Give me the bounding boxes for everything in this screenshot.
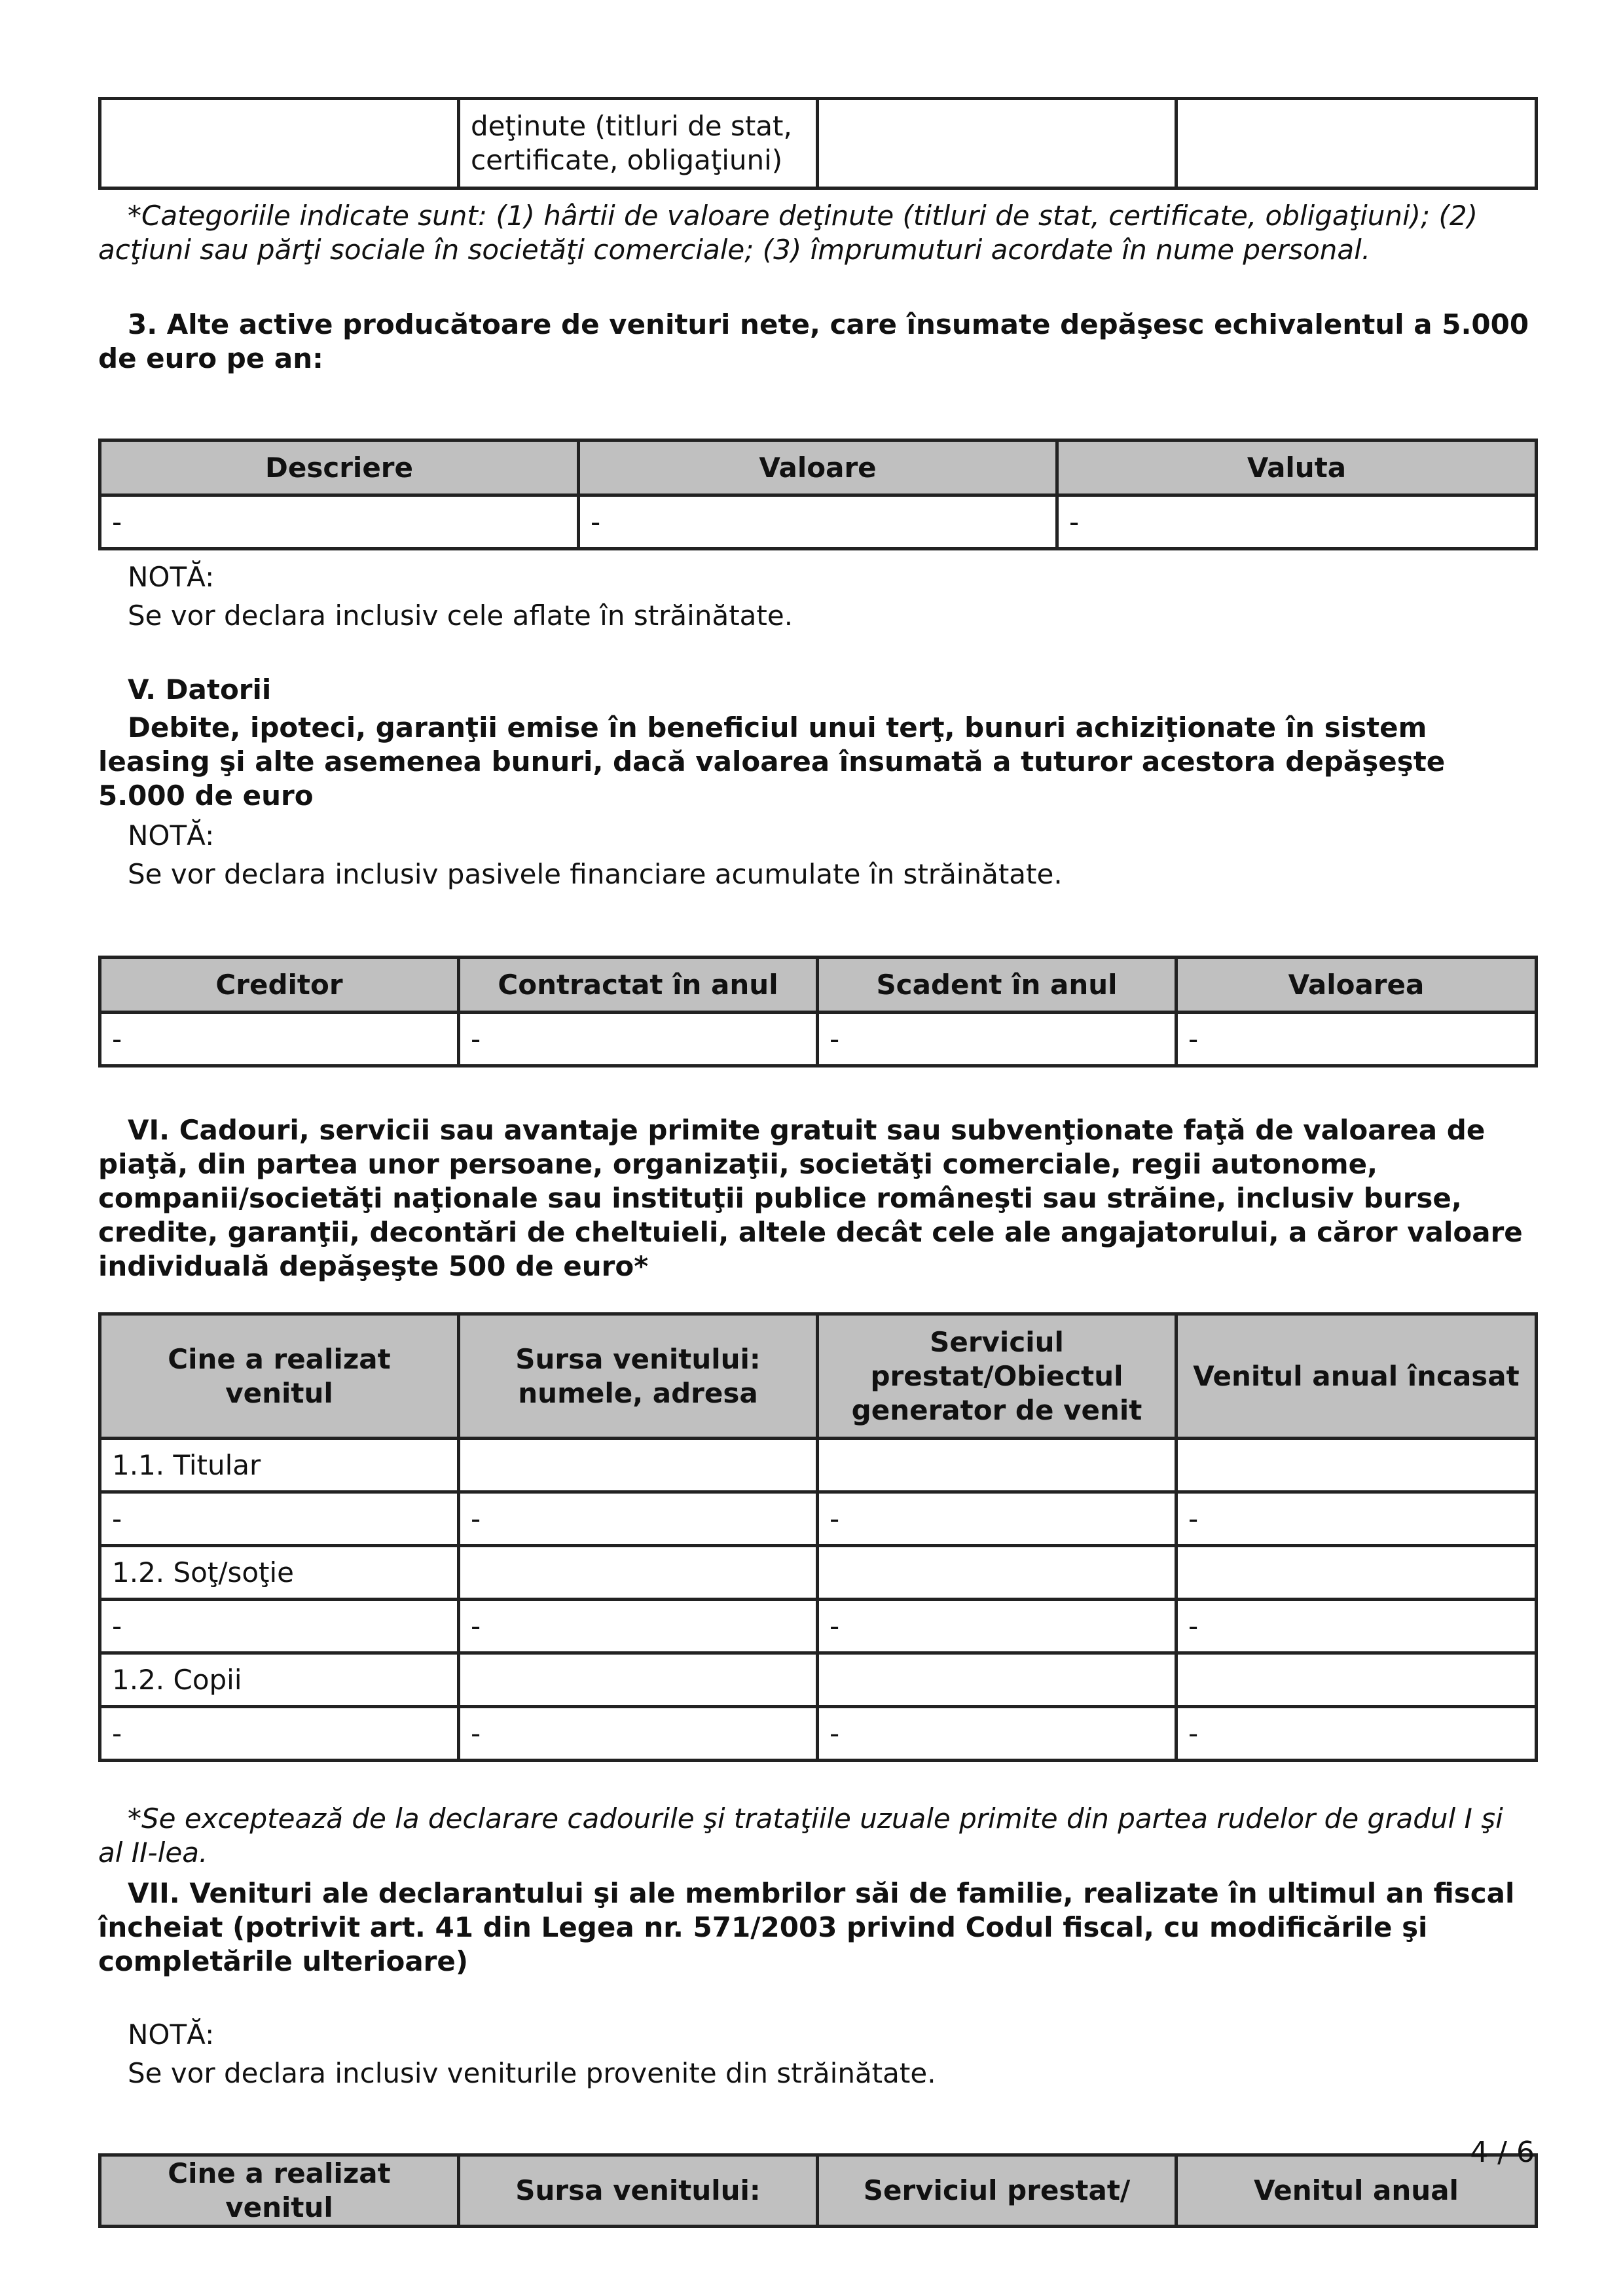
column-header-cine: Cine a realizat venitul [100, 2155, 459, 2227]
table-cell [1176, 1439, 1537, 1492]
column-header-scadent: Scadent în anul [818, 958, 1176, 1013]
table-cell: - [818, 1600, 1176, 1653]
table-cell: - [459, 1707, 818, 1761]
column-header-venitul: Venitul anual [1176, 2155, 1537, 2227]
column-header-valoare: Valoare [579, 440, 1057, 495]
section5-table-block [98, 956, 1535, 1067]
table-row [100, 1439, 1537, 1492]
table-row [100, 495, 1537, 549]
table-cell [818, 1439, 1176, 1492]
column-header-serviciul: Serviciul prestat/Obiectul generator de venit [818, 1314, 1176, 1439]
table-cell [100, 99, 459, 188]
column-header-contractat: Contractat în anul [459, 958, 818, 1013]
income-table [98, 2153, 1538, 2228]
table-cell: - [818, 1013, 1176, 1066]
column-header-valoarea: Valoarea [1176, 958, 1537, 1013]
column-header-creditor: Creditor [100, 958, 459, 1013]
table-cell: - [1176, 1600, 1537, 1653]
section5-note-label: NOTĂ: [128, 819, 215, 852]
table-cell: - [459, 1013, 818, 1066]
section3-table-block [98, 439, 1535, 550]
other-assets-table [98, 439, 1538, 550]
section6-heading: VI. Cadouri, servicii sau avantaje primite gratuit sau subvenţionate faţă de valoarea de piaţă, din partea unor persoane, organizaţii, societăţi comerciale, regii autonome, companii/societăţi naţionale sau instituţii publice româneşti sau străine, inclusiv burse, credite, garanţii, decontări de cheltuieli, altele decât cele ale angajatorului, a căror valoare individuală depăşeşte 500 de euro* [98, 1114, 1523, 1282]
table-cell: - [459, 1492, 818, 1546]
table-row [100, 1492, 1537, 1546]
table-cell: 1.1. Titular [100, 1439, 459, 1492]
section7-heading: VII. Venituri ale declarantului şi ale membrilor săi de familie, realizate în ultimul an fiscal încheiat (potrivit art. 41 din Legea nr. 571/2003 privind Codul fiscal, cu modificările şi completările ulterioare) [98, 1877, 1515, 1977]
section5-description: Debite, ipoteci, garanţii emise în beneficiul unui terţ, bunuri achiziţionate în sistem leasing şi alte asemenea bunuri, dacă valoarea însumată a tuturor acestora depăşeşte 5.000 de euro [98, 711, 1446, 812]
table-cell: - [818, 1492, 1176, 1546]
column-header-serviciul: Serviciul prestat/ [818, 2155, 1176, 2227]
section6-footnote: *Se exceptează de la declarare cadourile şi trataţiile uzuale primite din partea rudelor de gradul I şi al II-lea. [98, 1803, 1503, 1869]
table-cell [818, 1653, 1176, 1707]
table-cell: 1.2. Copii [100, 1653, 459, 1707]
table-cell [459, 1653, 818, 1707]
table-cell: - [1176, 1492, 1537, 1546]
top-table-block [98, 97, 1535, 190]
table-cell: deţinute (titluri de stat, certificate, obligaţiuni) [459, 99, 818, 188]
table-cell [1176, 99, 1537, 188]
table-cell [459, 1439, 818, 1492]
section6-table-block [98, 1312, 1535, 1762]
table-cell [459, 1546, 818, 1600]
table-cell [1176, 1653, 1537, 1707]
table-row [100, 1600, 1537, 1653]
column-header-valuta: Valuta [1057, 440, 1537, 495]
debts-table [98, 956, 1538, 1067]
table-row [100, 1707, 1537, 1761]
section7-note-label: NOTĂ: [128, 2018, 215, 2051]
table-cell: - [1176, 1013, 1537, 1066]
table-cell [818, 99, 1176, 188]
section5-title: V. Datorii [128, 673, 272, 706]
page-number: 4 / 6 [1470, 2136, 1535, 2169]
section3-heading: 3. Alte active producătoare de venituri nete, care însumate depăşesc echivalentul a 5.000 de euro pe an: [98, 308, 1529, 374]
section5-note-text: Se vor declara inclusiv pasivele financiare acumulate în străinătate. [128, 858, 1063, 890]
table-cell [1176, 1546, 1537, 1600]
column-header-sursa: Sursa venitului: numele, adresa [459, 1314, 818, 1439]
table-cell [818, 1546, 1176, 1600]
section7-note-text: Se vor declara inclusiv veniturile provenite din străinătate. [128, 2057, 936, 2089]
table-cell: - [579, 495, 1057, 549]
table-row [100, 1546, 1537, 1600]
table-cell: - [100, 1600, 459, 1653]
section3-note-text: Se vor declara inclusiv cele aflate în străinătate. [128, 600, 793, 632]
table-cell: - [100, 1013, 459, 1066]
top-continuation-table [98, 97, 1538, 190]
section3-note-label: NOTĂ: [128, 561, 215, 593]
column-header-cine: Cine a realizat venitul [100, 1314, 459, 1439]
table-cell: - [1057, 495, 1537, 549]
categories-footnote: *Categoriile indicate sunt: (1) hârtii de valoare deţinute (titluri de stat, certificate, obligaţiuni); (2) acţiuni sau părţi sociale în societăţi comerciale; (3) împrumuturi acordate în nume personal. [98, 200, 1478, 266]
table-row [100, 1013, 1537, 1066]
table-cell: - [100, 1492, 459, 1546]
table-cell: - [100, 495, 579, 549]
column-header-venitul: Venitul anual încasat [1176, 1314, 1537, 1439]
column-header-descriere: Descriere [100, 440, 579, 495]
section7-table-block [98, 2153, 1535, 2228]
table-cell: - [100, 1707, 459, 1761]
table-row [100, 1653, 1537, 1707]
table-cell: - [1176, 1707, 1537, 1761]
column-header-sursa: Sursa venitului: [459, 2155, 818, 2227]
gifts-table [98, 1312, 1538, 1762]
table-cell: 1.2. Soţ/soţie [100, 1546, 459, 1600]
table-cell: - [459, 1600, 818, 1653]
table-cell: - [818, 1707, 1176, 1761]
